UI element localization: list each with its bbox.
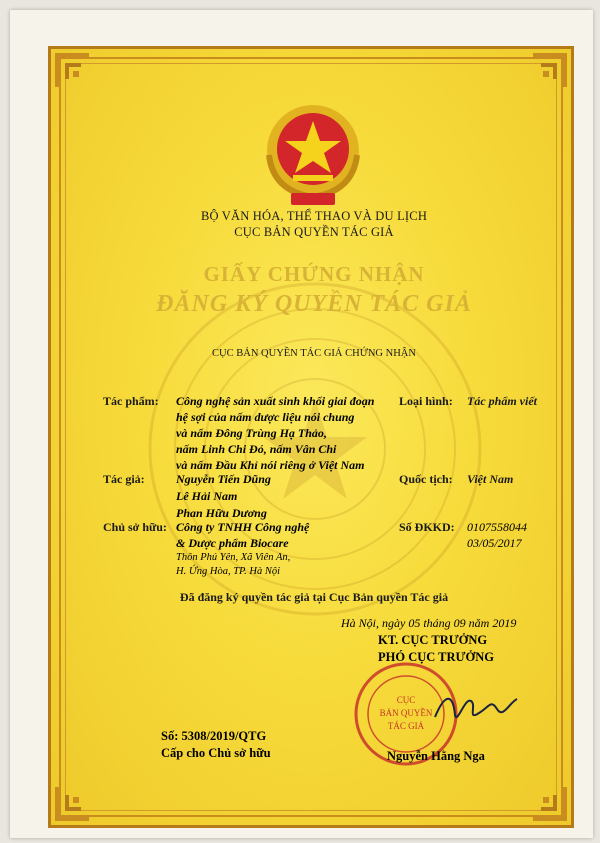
registered-statement: Đã đăng ký quyền tác giả tại Cục Bản quyền Tác giả <box>179 590 449 604</box>
owner-line: Công ty TNHH Công nghệ <box>176 520 310 534</box>
paper-sheet <box>10 10 593 838</box>
work-title <box>176 393 374 473</box>
issue-date: Hà Nội, ngày 05 tháng 09 năm 2019 <box>341 616 517 630</box>
owner-block <box>176 519 309 579</box>
nationality-value: Việt Nam <box>467 472 514 486</box>
author-label: Tác giả: <box>103 472 145 486</box>
certificate-serial: Số: 5308/2019/QTG <box>161 729 267 743</box>
certificate <box>48 46 574 828</box>
corner-ornament-icon <box>53 51 91 89</box>
signer-title-1: KT. CỤC TRƯỞNG <box>378 633 488 647</box>
work-line: nấm Linh Chi Đỏ, nấm Vân Chi <box>176 442 337 456</box>
work-line: Công nghệ sản xuất sinh khối giai đoạn <box>176 394 375 408</box>
type-value: Tác phẩm viết <box>467 394 537 408</box>
certifies-statement: CỤC BẢN QUYỀN TÁC GIẢ CHỨNG NHẬN <box>212 348 416 359</box>
registration-block <box>467 519 527 551</box>
work-line: và nấm Đông Trùng Hạ Thảo, <box>176 426 327 440</box>
author-name: Lê Hải Nam <box>176 489 238 503</box>
type-label: Loại hình: <box>399 394 453 408</box>
author-name: Nguyễn Tiến Dũng <box>176 472 271 486</box>
work-label: Tác phẩm: <box>103 394 159 408</box>
work-line: và nấm Đầu Khỉ nói riêng ở Việt Nam <box>176 458 365 472</box>
registration-date: 03/05/2017 <box>467 536 522 550</box>
owner-label: Chủ sở hữu: <box>103 520 167 534</box>
department-name: CỤC BẢN QUYỀN TÁC GIẢ <box>234 225 394 239</box>
stamp-text: CỤC <box>396 695 416 705</box>
owner-address-line: Thôn Phú Yên, Xã Viên An, <box>176 552 291 563</box>
nationality-label: Quốc tịch: <box>399 472 453 486</box>
signer-title-2: PHÓ CỤC TRƯỞNG <box>378 650 494 664</box>
corner-ornament-icon <box>531 51 569 89</box>
registration-number: 0107558044 <box>467 520 527 534</box>
national-emblem-icon <box>263 101 363 209</box>
corner-ornament-icon <box>531 785 569 823</box>
author-list <box>176 471 271 522</box>
signer-name: Nguyễn Hằng Nga <box>387 749 485 763</box>
certificate-title-line2: ĐĂNG KÝ QUYỀN TÁC GIẢ <box>156 291 472 317</box>
handwritten-signature-icon <box>431 687 521 727</box>
registration-label: Số ĐKKD: <box>399 520 455 534</box>
stamp-text: TÁC GIẢ <box>387 721 425 731</box>
author-name: Phan Hữu Dương <box>176 506 267 520</box>
work-line: hệ sợi của nấm dược liệu nói chung <box>176 410 355 424</box>
corner-ornament-icon <box>53 785 91 823</box>
ministry-name: BỘ VĂN HÓA, THỂ THAO VÀ DU LỊCH <box>200 209 428 223</box>
certificate-title-line1: GIẤY CHỨNG NHẬN <box>203 262 425 286</box>
issued-to: Cấp cho Chủ sở hữu <box>161 746 271 760</box>
owner-address-line: H. Ứng Hòa, TP. Hà Nội <box>176 566 280 577</box>
stamp-text: BẢN QUYỀN <box>379 708 433 718</box>
owner-line: & Dược phẩm Biocare <box>176 536 289 550</box>
